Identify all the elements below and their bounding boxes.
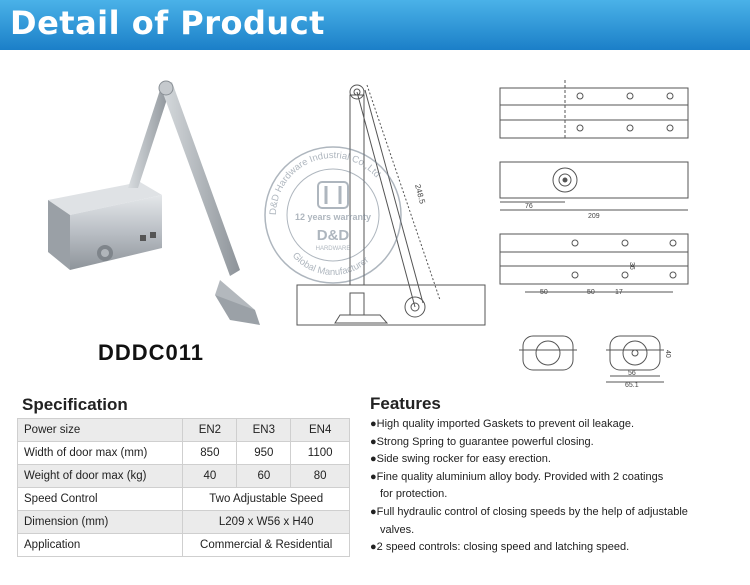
watermark-sub: HARDWARE: [315, 246, 351, 252]
svg-text:Global Manufacturer: [290, 250, 371, 278]
spec-value: 80: [291, 465, 350, 488]
watermark-arc-bottom: Global Manufacturer: [289, 250, 372, 279]
spec-value: 40: [183, 465, 237, 488]
dim-56: 56: [628, 370, 636, 377]
end-view-right-drawing: [600, 328, 680, 388]
list-item: ●Side swing rocker for easy erection.: [370, 453, 551, 466]
specification-title: Specification: [22, 395, 128, 414]
spec-value: 60: [237, 465, 291, 488]
model-number: DDDC011: [98, 340, 205, 365]
spec-label: Dimension (mm): [18, 511, 183, 534]
table-row: [18, 511, 350, 534]
list-item: ●Full hydraulic control of closing speeds by the help of adjustable valves.: [370, 505, 688, 536]
top-view-drawing: [495, 80, 710, 140]
dim-arm-length: 248.5: [413, 183, 427, 205]
dim-50b: 50: [587, 289, 595, 296]
features-title: Features: [370, 394, 441, 413]
dim-209: 209: [588, 213, 600, 220]
watermark-arc-top: D&D Hardware Industrial Co.,Ltd: [267, 149, 383, 216]
table-row: [18, 465, 350, 488]
spec-col-en2: EN2: [183, 419, 237, 442]
watermark-band: 12 years warranty: [294, 212, 372, 222]
end-view-left-drawing: [515, 328, 585, 388]
front-view-drawing: [495, 160, 710, 220]
spec-value: L209 x W56 x H40: [183, 511, 350, 534]
features-list: [370, 416, 740, 557]
spec-value: 1100: [291, 442, 350, 465]
table-row: [18, 419, 350, 442]
brand-watermark: [258, 140, 408, 290]
spec-value: 850: [183, 442, 237, 465]
spec-value: Commercial & Residential: [183, 534, 350, 557]
spec-label: Application: [18, 534, 183, 557]
table-row: [18, 488, 350, 511]
spec-col-en4: EN4: [291, 419, 350, 442]
dim-65-1: 65.1: [625, 382, 639, 388]
list-item: ●2 speed controls: closing speed and latching speed.: [370, 541, 630, 554]
spec-value: Two Adjustable Speed: [183, 488, 350, 511]
dim-76: 76: [525, 203, 533, 210]
mounting-plate-drawing: [495, 230, 710, 300]
spec-label: Width of door max (mm): [18, 442, 183, 465]
spec-col-en3: EN3: [237, 419, 291, 442]
dim-17: 17: [615, 289, 623, 296]
table-row: [18, 534, 350, 557]
dim-36: 36: [628, 262, 635, 270]
watermark-brand: D&D: [316, 227, 350, 244]
dim-50a: 50: [540, 289, 548, 296]
dim-40: 40: [664, 350, 671, 358]
page-title: Detail of Product: [10, 4, 325, 42]
spec-value: 950: [237, 442, 291, 465]
door-closer-photo: [30, 70, 280, 340]
spec-label: Speed Control: [18, 488, 183, 511]
spec-label: Power size: [18, 419, 183, 442]
spec-label: Weight of door max (kg): [18, 465, 183, 488]
specification-table: [17, 418, 350, 557]
header-banner: [0, 0, 750, 50]
list-item: ●High quality imported Gaskets to prevent oil leakage.: [370, 418, 635, 430]
list-item: ●Fine quality aluminium alloy body. Provided with 2 coatings for protection.: [370, 470, 664, 501]
list-item: ●Strong Spring to guarantee powerful closing.: [370, 435, 594, 448]
table-row: [18, 442, 350, 465]
